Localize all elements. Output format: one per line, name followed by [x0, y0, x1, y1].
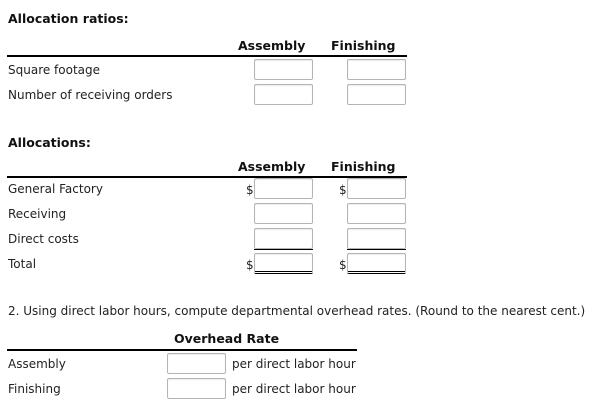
allocations-row-label-receiving: Receiving [8, 207, 67, 221]
overhead-row-label-finishing: Finishing [8, 382, 61, 396]
receiving-finishing-input[interactable] [347, 203, 406, 224]
allocations-row-label-total: Total [8, 257, 37, 271]
ratio-square-footage-assembly-input[interactable] [254, 59, 313, 80]
allocations-col-assembly: Assembly [238, 159, 306, 174]
overhead-unit-label: per direct labor hour [232, 382, 356, 396]
subtotal-rule-assembly [254, 249, 313, 250]
ratios-row-label-square-footage: Square footage [8, 63, 101, 77]
ratio-receiving-orders-assembly-input[interactable] [254, 84, 313, 105]
ratios-col-finishing: Finishing [331, 38, 396, 53]
allocations-title: Allocations: [8, 135, 91, 150]
ratios-row-label-receiving-orders: Number of receiving orders [8, 88, 173, 102]
overhead-rate-assembly-input[interactable] [167, 353, 226, 374]
allocations-col-finishing: Finishing [331, 159, 396, 174]
allocation-ratios-title: Allocation ratios: [8, 11, 129, 26]
currency-symbol: $ [246, 258, 254, 272]
currency-symbol: $ [339, 258, 347, 272]
overhead-rate-finishing-input[interactable] [167, 378, 226, 399]
total-assembly-input[interactable] [254, 253, 313, 274]
allocations-row-label-general-factory: General Factory [8, 182, 103, 196]
ratio-square-footage-finishing-input[interactable] [347, 59, 406, 80]
currency-symbol: $ [339, 183, 347, 197]
general-factory-finishing-input[interactable] [347, 178, 406, 199]
total-finishing-input[interactable] [347, 253, 406, 274]
ratio-receiving-orders-finishing-input[interactable] [347, 84, 406, 105]
question-2-label: 2. Using direct labor hours, compute departmental overhead rates. (Round to the nearest cent.) [8, 304, 586, 318]
overhead-rate-column-header: Overhead Rate [174, 331, 280, 346]
ratios-col-assembly: Assembly [238, 38, 306, 53]
question-2-text [8, 304, 585, 318]
general-factory-assembly-input[interactable] [254, 178, 313, 199]
receiving-assembly-input[interactable] [254, 203, 313, 224]
overhead-unit-label: per direct labor hour [232, 357, 356, 371]
currency-symbol: $ [246, 183, 254, 197]
subtotal-rule-finishing [347, 249, 406, 250]
overhead-row-label-assembly: Assembly [8, 357, 66, 371]
ratios-header-rule [7, 55, 407, 57]
direct-costs-assembly-input[interactable] [254, 228, 313, 249]
overhead-header-rule [7, 349, 357, 351]
direct-costs-finishing-input[interactable] [347, 228, 406, 249]
allocations-row-label-direct-costs: Direct costs [8, 232, 79, 246]
